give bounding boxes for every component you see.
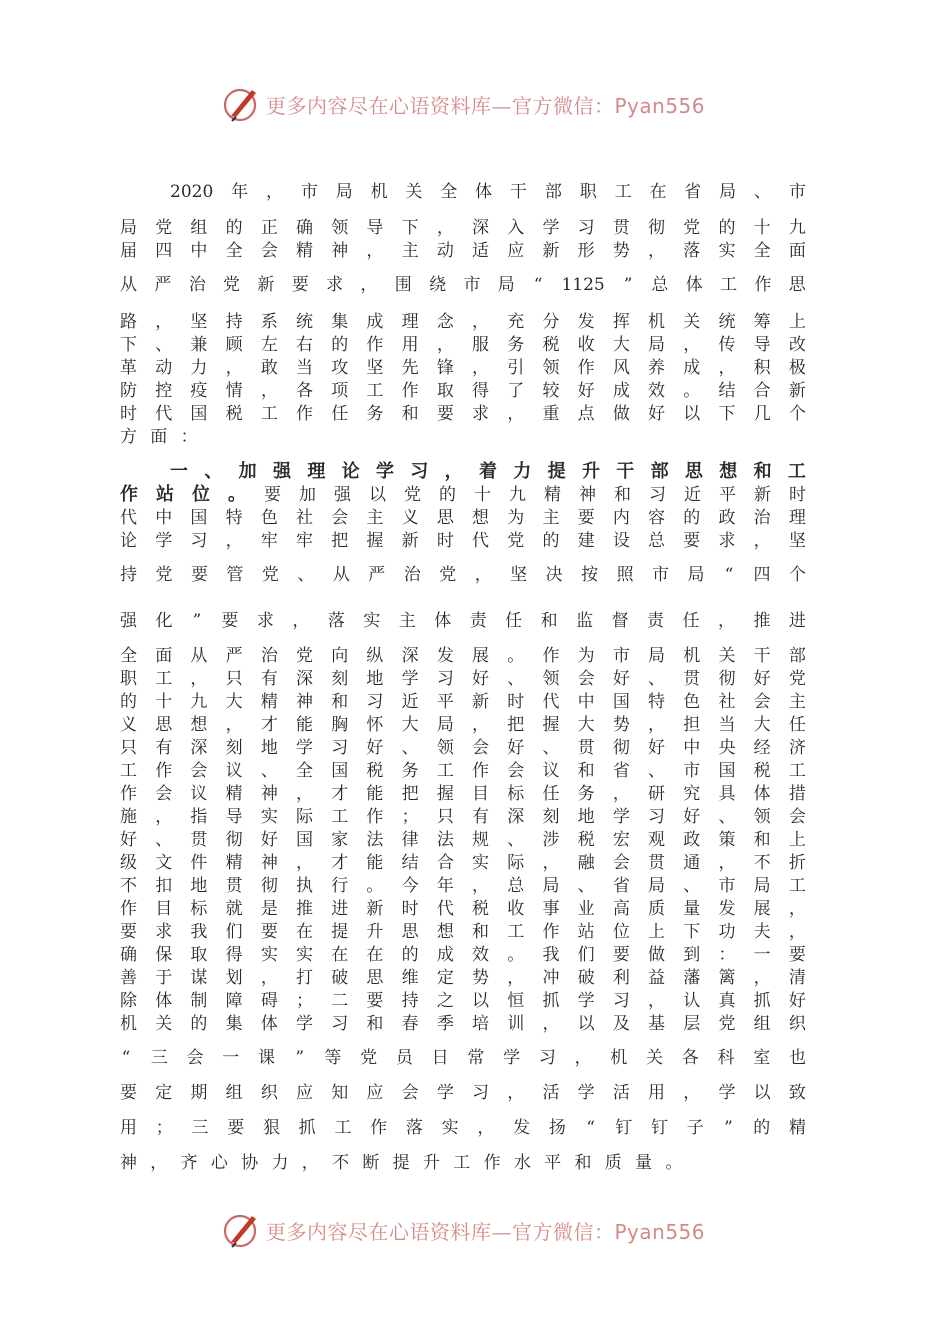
quill-pen-circle-icon	[222, 84, 262, 124]
text-line: 作 会 议 精 神 ， 才 能 把 握 目 标 任 务 ， 研 究 具 体 措	[120, 784, 806, 804]
banner-text: 更多内容尽在心语资料库—官方微信：Pyan556	[266, 93, 706, 118]
text-line: 届 四 中 全 会 精 神 ， 主 动 适 应 新 形 势 ， 落 实 全 面	[120, 241, 806, 261]
text-line: 要 定 期 组 织 应 知 应 会 学 习 ， 活 学 活 用 ， 学 以 致	[120, 1083, 806, 1103]
text-line: 级 文 件 精 神 ， 才 能 结 合 实 际 ， 融 会 贯 通 ， 不 折	[120, 853, 806, 873]
text-line: 义 思 想 ， 才 能 胸 怀 大 局 ， 把 握 大 势 ， 担 当 大 任	[120, 715, 806, 735]
text-line: 好 、 贯 彻 好 国 家 法 律 法 规 、 涉 税 宏 观 政 策 和 上	[120, 830, 806, 850]
text-line: 2020 年 ， 市 局 机 关 全 体 干 部 职 工 在 省 局 、 市	[170, 182, 806, 202]
text-line: 不 扣 地 贯 彻 执 行 。 今 年 ， 总 局 、 省 局 、 市 局 工	[120, 876, 806, 896]
text-line: 从 严 治 党 新 要 求 ， 围 绕 市 局 “ 1125 ” 总 体 工 作 思	[120, 275, 806, 295]
text-line: 工 作 会 议 、 全 国 税 务 工 作 会 议 和 省 、 市 国 税 工	[120, 761, 806, 781]
text-line: 强 化 ” 要 求 ， 落 实 主 体 责 任 和 监 督 责 任 ， 推 进	[120, 611, 806, 631]
text-line: 除 体 制 障 碍 ； 二 要 持 之 以 恒 抓 学 习 ， 认 真 抓 好	[120, 991, 806, 1011]
text-line: 方 面 ：	[120, 427, 198, 447]
text-line: 要 求 我 们 要 在 提 升 思 想 和 工 作 站 位 上 下 功 夫 ，	[120, 922, 806, 942]
text-line: 防 控 疫 情 ， 各 项 工 作 取 得 了 较 好 成 效 。 结 合 新	[120, 381, 806, 401]
text-line: 用 ； 三 要 狠 抓 工 作 落 实 ， 发 扬 “ 钉 钉 子 ” 的 精	[120, 1118, 806, 1138]
text-line: 只 有 深 刻 地 学 习 好 、 领 会 好 、 贯 彻 好 中 央 经 济	[120, 738, 806, 758]
text-line: 善 于 谋 划 ， 打 破 思 维 定 势 ， 冲 破 利 益 藩 篱 ， 清	[120, 968, 806, 988]
text-line: 代 中 国 特 色 社 会 主 义 思 想 为 主 要 内 容 的 政 治 理	[120, 508, 806, 528]
text-line: 神 ， 齐 心 协 力 ， 不 断 提 升 工 作 水 平 和 质 量 。	[120, 1153, 683, 1173]
text-line: 的 十 九 大 精 神 和 习 近 平 新 时 代 中 国 特 色 社 会 主	[120, 692, 806, 712]
footer-banner	[222, 1208, 742, 1252]
text-line: 施 ， 指 导 实 际 工 作 ； 只 有 深 刻 地 学 习 好 、 领 会	[120, 807, 806, 827]
text-line: 作 目 标 就 是 推 进 新 时 代 税 收 事 业 高 质 量 发 展 ，	[120, 899, 806, 919]
banner-text: 更多内容尽在心语资料库—官方微信：Pyan556	[266, 1219, 706, 1244]
text-line: 作 站 位 。 要 加 强 以 党 的 十 九 精 神 和 习 近 平 新 时	[120, 484, 806, 505]
text-line: 论 学 习 ， 牢 牢 把 握 新 时 代 党 的 建 设 总 要 求 ， 坚	[120, 531, 806, 551]
text-line: 全 面 从 严 治 党 向 纵 深 发 展 。 作 为 市 局 机 关 干 部	[120, 646, 806, 666]
quill-pen-circle-icon	[222, 1210, 262, 1250]
text-line: 机 关 的 集 体 学 习 和 春 季 培 训 ， 以 及 基 层 党 组 织	[120, 1014, 806, 1034]
text-line: 路 ， 坚 持 系 统 集 成 理 念 ， 充 分 发 挥 机 关 统 筹 上	[120, 312, 806, 332]
text-line: 革 动 力 ， 敢 当 攻 坚 先 锋 ， 引 领 作 风 养 成 ， 积 极	[120, 358, 806, 378]
text-line: 职 工 ， 只 有 深 刻 地 学 习 好 、 领 会 好 、 贯 彻 好 党	[120, 669, 806, 689]
text-line: 确 保 取 得 实 实 在 在 的 成 效 。 我 们 要 做 到 ： 一 要	[120, 945, 806, 965]
text-line: 持 党 要 管 党 、 从 严 治 党 ， 坚 决 按 照 市 局 “ 四 个	[120, 565, 806, 585]
text-line: 下 、 兼 顾 左 右 的 作 用 ， 服 务 税 收 大 局 ， 传 导 改	[120, 335, 806, 355]
header-banner	[222, 82, 742, 126]
text-line: 一 、 加 强 理 论 学 习 ， 着 力 提 升 干 部 思 想 和 工	[170, 461, 806, 482]
text-line: 局 党 组 的 正 确 领 导 下 ， 深 入 学 习 贯 彻 党 的 十 九	[120, 218, 806, 238]
text-line: “ 三 会 一 课 ” 等 党 员 日 常 学 习 ， 机 关 各 科 室 也	[121, 1048, 806, 1068]
text-line: 时 代 国 税 工 作 任 务 和 要 求 ， 重 点 做 好 以 下 几 个	[120, 404, 806, 424]
